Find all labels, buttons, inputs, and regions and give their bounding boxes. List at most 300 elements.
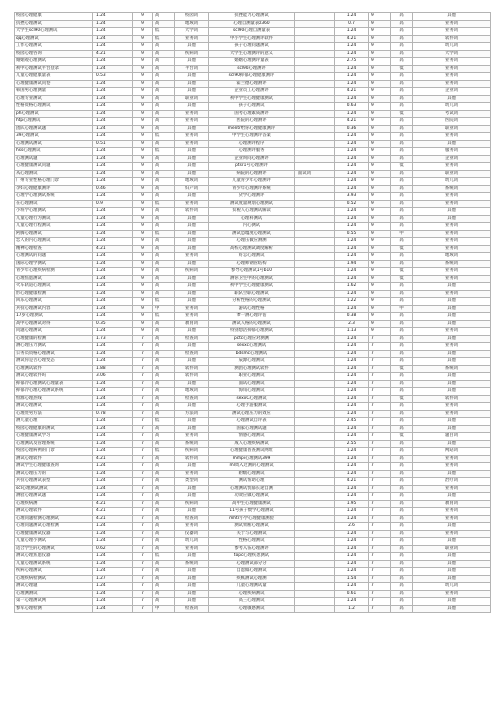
table-cell-category-a: 方法词 [175,410,209,418]
table-cell-value-a: 1.24 [93,283,133,291]
table-cell-value-b: 1.24 [335,395,369,403]
table-cell-keyword-b: 高校心理测试调度解析 [209,245,295,253]
table-cell-value-b: 1.24 [335,148,369,156]
table-row [15,58,491,66]
table-cell-level-b: 高 [391,298,413,306]
table-cell-count-a: 9 [133,140,153,148]
table-cell-keyword-b: 霍兰德心理测评 [209,80,295,88]
table-row [15,65,491,73]
table-cell-count-b: 7 [369,478,391,486]
table-row [15,508,491,516]
table-cell-count-a: 9 [133,110,153,118]
table-cell-count-b: 9 [369,268,391,276]
table-cell-extra [295,328,335,336]
table-cell-extra [295,208,335,216]
table-cell-category-b: 其他 [413,470,491,478]
table-cell-keyword-a: hss心理测试 [15,148,93,156]
table-cell-extra [295,425,335,433]
table-row [15,178,491,186]
table-cell-extra [295,155,335,163]
table-cell-category-a: 业务词 [175,433,209,441]
table-cell-category-b: 其他 [413,305,491,313]
table-cell-value-b: 1.24 [335,448,369,456]
table-row [15,380,491,388]
table-cell-category-b: 其他 [413,95,491,103]
table-cell-level-a: 高 [153,260,175,268]
table-cell-extra [295,110,335,118]
table-cell-category-b: 其他 [413,553,491,561]
table-cell-keyword-b: 心理测评程序 [209,140,295,148]
table-cell-category-a: 其他 [175,58,209,66]
table-cell-level-b: 高 [391,58,413,66]
table-cell-category-a: 疾病词 [175,50,209,58]
table-cell-extra [295,545,335,553]
table-cell-keyword-a: 测试心理软件 [15,455,93,463]
table-row [15,328,491,336]
table-cell-value-b: 1.22 [335,298,369,306]
table-cell-count-b: 7 [369,485,391,493]
table-cell-value-a: 1.24 [93,538,133,546]
table-cell-count-b: 9 [369,238,391,246]
table-row [15,223,491,231]
table-cell-keyword-a: 心理测试的问题 [15,253,93,261]
table-cell-level-b: 高 [391,103,413,111]
table-cell-value-b: 1.24 [335,598,369,606]
table-cell-category-a: 其他 [175,163,209,171]
table-cell-keyword-b: 心理测试部分分 [209,560,295,568]
table-cell-keyword-a: 心理测测试 [15,590,93,598]
table-row [15,268,491,276]
table-cell-keyword-b: 性格心理测试 [209,538,295,546]
table-cell-value-b: 1.24 [335,335,369,343]
table-cell-category-b: 软件词 [413,395,491,403]
table-cell-extra [295,350,335,358]
table-cell-count-a: 9 [133,95,153,103]
table-row [15,515,491,523]
table-cell-extra [295,605,335,613]
table-cell-keyword-b: 关于与心理测试 [209,530,295,538]
table-cell-keyword-a: 第一心理测试网 [15,598,93,606]
table-cell-keyword-b: 高三心理测试 [209,598,295,606]
table-row [15,320,491,328]
table-cell-count-b: 9 [369,328,391,336]
table-cell-level-a: 高 [153,208,175,216]
table-cell-level-a: 高 [153,493,175,501]
table-row [15,50,491,58]
table-cell-keyword-b: 测试恐墟度心理测试 [209,230,295,238]
table-cell-category-b: 业务词 [413,268,491,276]
table-cell-keyword-a: 青少年心理疾病检测 [15,268,93,276]
table-cell-count-b: 9 [369,178,391,186]
table-cell-category-b: 其他 [413,493,491,501]
table-cell-category-b: 业务词 [413,343,491,351]
table-cell-category-a: 其他 [175,148,209,156]
table-cell-level-b: 高 [391,358,413,366]
table-cell-category-a: 检查词 [175,350,209,358]
table-cell-keyword-b: 分析性格的心理测试 [209,298,295,306]
table-cell-category-b: 其他 [413,538,491,546]
table-cell-level-a: 高 [153,388,175,396]
table-cell-value-a: 0.78 [93,410,133,418]
table-cell-category-b: 业务词 [413,485,491,493]
table-cell-keyword-a: 儿童心理测试系统 [15,560,93,568]
table-cell-value-b: 1.24 [335,433,369,441]
table-cell-level-b: 低 [391,110,413,118]
table-cell-value-a: 1.24 [93,388,133,396]
table-cell-level-a: 高 [153,125,175,133]
table-cell-category-b: 系统词 [413,365,491,373]
table-cell-keyword-b: 婚姻心理测评量表 [209,58,295,66]
table-cell-level-a: 高 [153,403,175,411]
table-cell-extra [295,80,335,88]
table-cell-extra [295,163,335,171]
table-cell-value-b: 1.24 [335,268,369,276]
table-row [15,500,491,508]
table-cell-count-b: 9 [369,253,391,261]
table-cell-value-a: 1.24 [93,305,133,313]
table-cell-value-b: 1.24 [335,110,369,118]
table-cell-keyword-b: sexxc心理测试 [209,343,295,351]
table-cell-keyword-a: 测儿童心理 [15,418,93,426]
table-cell-extra [295,95,335,103]
table-cell-count-b: 9 [369,230,391,238]
table-cell-category-a: 教育词 [175,320,209,328]
table-cell-level-b: 高 [391,373,413,381]
table-cell-value-a: 1.24 [93,13,133,21]
table-cell-level-a: 中 [153,305,175,313]
table-cell-extra [295,590,335,598]
table-cell-category-a: 其他 [175,223,209,231]
table-cell-count-a: 9 [133,185,153,193]
table-cell-level-a: 高 [153,425,175,433]
table-cell-count-a: 9 [133,13,153,21]
table-cell-count-a: 7 [133,343,153,351]
table-cell-keyword-b: 11号孩子数学心理测试 [209,508,295,516]
table-cell-keyword-a: 回乐心理测试 [15,298,93,306]
table-cell-count-b: 9 [369,208,391,216]
table-cell-category-a: 检查词 [175,395,209,403]
table-cell-value-a: 1.24 [93,260,133,268]
table-cell-level-a: 高 [153,65,175,73]
table-cell-level-a: 高 [153,215,175,223]
table-cell-count-a: 9 [133,73,153,81]
table-row [15,73,491,81]
table-cell-category-b: 其他 [413,208,491,216]
table-cell-level-b: 高 [391,448,413,456]
table-cell-keyword-a: 心理测试及管理系统 [15,440,93,448]
table-row [15,373,491,381]
table-cell-count-a: 9 [133,50,153,58]
table-row [15,478,491,486]
table-cell-count-a: 9 [133,20,153,28]
table-cell-keyword-a: 抑郁冷心理测试心理量表 [15,380,93,388]
table-cell-level-b: 高 [391,148,413,156]
table-cell-keyword-b: 情感心理测试 [209,433,295,441]
table-cell-count-a: 7 [133,410,153,418]
table-cell-value-b: 1.24 [335,155,369,163]
table-cell-level-a: 高 [153,380,175,388]
table-cell-value-a: 1.24 [93,313,133,321]
table-row [15,125,491,133]
table-cell-extra [295,260,335,268]
table-cell-value-a: 1.24 [93,193,133,201]
table-cell-level-b: 高 [391,313,413,321]
table-cell-category-a: 其他 [175,418,209,426]
table-cell-category-a: 其他 [175,230,209,238]
table-cell-count-b: 9 [369,223,391,231]
table-cell-keyword-a: 心理问题检测心理测试 [15,515,93,523]
table-cell-value-b: 1.24 [335,215,369,223]
table-cell-category-b: 其他 [413,335,491,343]
table-cell-value-a: 1.24 [93,208,133,216]
table-cell-count-a: 7 [133,380,153,388]
table-cell-value-b: 1.24 [335,365,369,373]
table-cell-level-a: 高 [153,500,175,508]
table-cell-category-a: 业务词 [175,118,209,126]
table-cell-keyword-b: 企业询问心理测评 [209,155,295,163]
table-cell-count-a: 9 [133,28,153,36]
table-cell-level-b: 高 [391,95,413,103]
table-cell-count-b: 7 [369,440,391,448]
table-cell-level-a: 低 [153,448,175,456]
table-cell-value-b: 4.21 [335,35,369,43]
table-cell-level-b: 高 [391,523,413,531]
table-cell-value-b: 1.24 [335,73,369,81]
table-row [15,13,491,21]
table-cell-extra [295,485,335,493]
table-cell-level-b: 低 [391,275,413,283]
table-cell-keyword-b: 爹一测心理评估 [209,313,295,321]
table-cell-category-b: 业务词 [413,223,491,231]
table-cell-keyword-b: 心理疾病测试 [209,590,295,598]
table-cell-count-a: 9 [133,260,153,268]
table-cell-category-a: 大学词 [175,28,209,36]
table-cell-level-a: 高 [153,275,175,283]
table-cell-category-a: 其他 [175,485,209,493]
table-cell-count-b: 7 [369,358,391,366]
table-cell-value-b: 2.3 [335,320,369,328]
table-cell-category-a: 其他 [175,245,209,253]
table-cell-count-b: 9 [369,20,391,28]
table-cell-category-a: 校园词 [175,13,209,21]
table-cell-category-b: 业务词 [413,58,491,66]
table-cell-count-a: 9 [133,208,153,216]
table-cell-category-b: 幼儿词 [413,103,491,111]
table-cell-level-a: 高 [153,463,175,471]
table-cell-level-a: 高 [153,515,175,523]
table-cell-category-a: 其他 [175,260,209,268]
table-cell-level-b: 高 [391,200,413,208]
table-row [15,230,491,238]
table-row [15,410,491,418]
table-cell-value-b: 1.24 [335,343,369,351]
table-cell-category-b: 业务词 [413,238,491,246]
table-cell-count-b: 9 [369,73,391,81]
table-cell-level-b: 低 [391,433,413,441]
table-cell-count-a: 7 [133,350,153,358]
table-cell-level-b: 高 [391,13,413,21]
table-cell-count-a: 9 [133,298,153,306]
table-cell-value-b: 1.24 [335,170,369,178]
table-cell-keyword-a: 团队心理测试题 [15,125,93,133]
table-row [15,103,491,111]
table-cell-keyword-b: 测试度量规划心理测试 [209,200,295,208]
table-cell-level-a: 高 [153,365,175,373]
table-cell-keyword-b: 海角心理测试 [209,388,295,396]
table-row [15,365,491,373]
table-cell-count-b: 9 [369,155,391,163]
table-cell-category-a: 妇产词 [175,185,209,193]
table-cell-count-a: 9 [133,163,153,171]
table-cell-category-b: 网站词 [413,448,491,456]
table-cell-value-b: 1.24 [335,223,369,231]
table-cell-category-b: 业务词 [413,200,491,208]
table-cell-extra [295,298,335,306]
table-cell-extra [295,380,335,388]
table-cell-level-a: 高 [153,590,175,598]
table-cell-level-a: 中 [153,605,175,613]
table-cell-extra [295,178,335,186]
table-cell-count-a: 9 [133,58,153,66]
table-cell-value-b: 1.24 [335,208,369,216]
table-cell-value-a: 0.51 [93,140,133,148]
table-cell-level-b: 高 [391,178,413,186]
table-row [15,290,491,298]
table-cell-keyword-a: 测试你是否心理变态 [15,358,93,366]
table-cell-category-a: 疾病词 [175,268,209,276]
table-cell-extra [295,583,335,591]
table-cell-level-b: 高 [391,545,413,553]
table-cell-count-b: 7 [369,538,391,546]
table-cell-keyword-a: 心理问题测试心理检测 [15,523,93,531]
table-cell-category-a: 其他 [175,380,209,388]
table-cell-value-b: 1.54 [335,575,369,583]
table-cell-count-b: 7 [369,553,391,561]
table-cell-category-a: 系统词 [175,560,209,568]
table-cell-count-b: 7 [369,343,391,351]
table-cell-level-b: 高 [391,125,413,133]
table-cell-keyword-b: 附级心理测试 [209,470,295,478]
table-cell-count-a: 7 [133,388,153,396]
table-cell-level-b: 高 [391,320,413,328]
table-cell-count-a: 7 [133,523,153,531]
table-cell-count-a: 7 [133,470,153,478]
table-cell-level-a: 高 [153,478,175,486]
table-cell-keyword-a: qq心理测试 [15,35,93,43]
table-cell-count-a: 7 [133,395,153,403]
table-cell-keyword-b: mmpi心理测试399 [209,455,295,463]
table-cell-count-a: 9 [133,118,153,126]
table-cell-value-a: 4.21 [93,500,133,508]
table-cell-keyword-b: bdsmc心理测试 [209,350,295,358]
table-cell-level-b: 高 [391,485,413,493]
table-cell-keyword-b: 贫税人心理测试解读 [209,208,295,216]
table-cell-value-a: 1.24 [93,568,133,576]
table-row [15,403,491,411]
table-cell-category-b: 业务词 [413,20,491,28]
table-cell-keyword-a: 测试心理软件 [15,508,93,516]
table-cell-extra [295,200,335,208]
table-cell-value-b: 1.24 [335,530,369,538]
table-cell-category-b: 其他 [413,380,491,388]
table-cell-value-a: 1.24 [93,598,133,606]
table-cell-keyword-a: 火车轨道心理测试 [15,283,93,291]
table-cell-extra [295,373,335,381]
table-row [15,305,491,313]
table-cell-count-b: 7 [369,493,391,501]
table-cell-level-a: 高 [153,20,175,28]
table-cell-value-b: 1.24 [335,178,369,186]
table-cell-level-b: 高 [391,253,413,261]
table-cell-keyword-a: 儿童心理行为测试 [15,215,93,223]
table-cell-count-a: 9 [133,133,153,141]
table-cell-value-a: 1.24 [93,463,133,471]
table-cell-keyword-a: 心理疾病检测试 [15,575,93,583]
table-cell-keyword-a: 恋人的内心理测试 [15,238,93,246]
table-cell-value-b: 1.24 [335,50,369,58]
table-cell-category-a: 其他 [175,590,209,598]
table-cell-value-a: 1.24 [93,403,133,411]
table-cell-count-b: 7 [369,433,391,441]
table-cell-value-b: 1.24 [335,253,369,261]
table-cell-keyword-b: scl90抑郁心理健康测评 [209,73,295,81]
table-cell-count-b: 7 [369,470,391,478]
table-cell-keyword-a: 问题心理测试 [15,328,93,336]
table-cell-value-b: 1.24 [335,80,369,88]
table-cell-level-b: 高 [391,463,413,471]
table-cell-value-a: 1.24 [93,298,133,306]
table-cell-keyword-b: 功效应做心理测试 [209,493,295,501]
table-cell-extra [295,515,335,523]
table-cell-count-a: 9 [133,245,153,253]
table-cell-category-a: 其他 [175,88,209,96]
table-cell-value-a: 1.24 [93,133,133,141]
table-cell-keyword-a: 高中心理测试对得 [15,320,93,328]
table-cell-count-b: 7 [369,395,391,403]
table-cell-keyword-b: 疾帐测试心理测 [209,575,295,583]
table-row [15,463,491,471]
table-row [15,335,491,343]
table-cell-category-b: 幼儿词 [413,43,491,51]
table-cell-category-b: 系统词 [413,260,491,268]
table-cell-value-a: 1.24 [93,215,133,223]
table-cell-keyword-a: htp心理测试 [15,118,93,126]
table-row [15,283,491,291]
table-cell-keyword-a: 婚姻观心理测试 [15,58,93,66]
table-cell-category-b: 业务词 [413,590,491,598]
table-cell-value-a: 1.24 [93,65,133,73]
table-cell-level-b: 高 [391,605,413,613]
table-row [15,185,491,193]
table-cell-value-b: 0.38 [335,313,369,321]
table-cell-level-a: 高 [153,373,175,381]
table-cell-keyword-b: 心理测试自评表 [209,418,295,426]
table-cell-keyword-b: scl90心理自测量表 [209,28,295,36]
table-row [15,418,491,426]
table-cell-count-a: 7 [133,515,153,523]
table-cell-extra [295,523,335,531]
table-cell-value-b: 1.24 [335,485,369,493]
table-cell-level-b: 高 [391,493,413,501]
table-cell-count-a: 9 [133,253,153,261]
table-cell-level-a: 高 [153,508,175,516]
table-cell-count-b: 7 [369,403,391,411]
table-cell-keyword-b: 病院的心理测评 [209,170,295,178]
table-cell-count-a: 9 [133,35,153,43]
table-cell-level-b: 高 [391,553,413,561]
table-cell-keyword-b: 医院的心理测评 [209,118,295,126]
table-cell-keyword-b: 中学生心理测评答案 [209,133,295,141]
